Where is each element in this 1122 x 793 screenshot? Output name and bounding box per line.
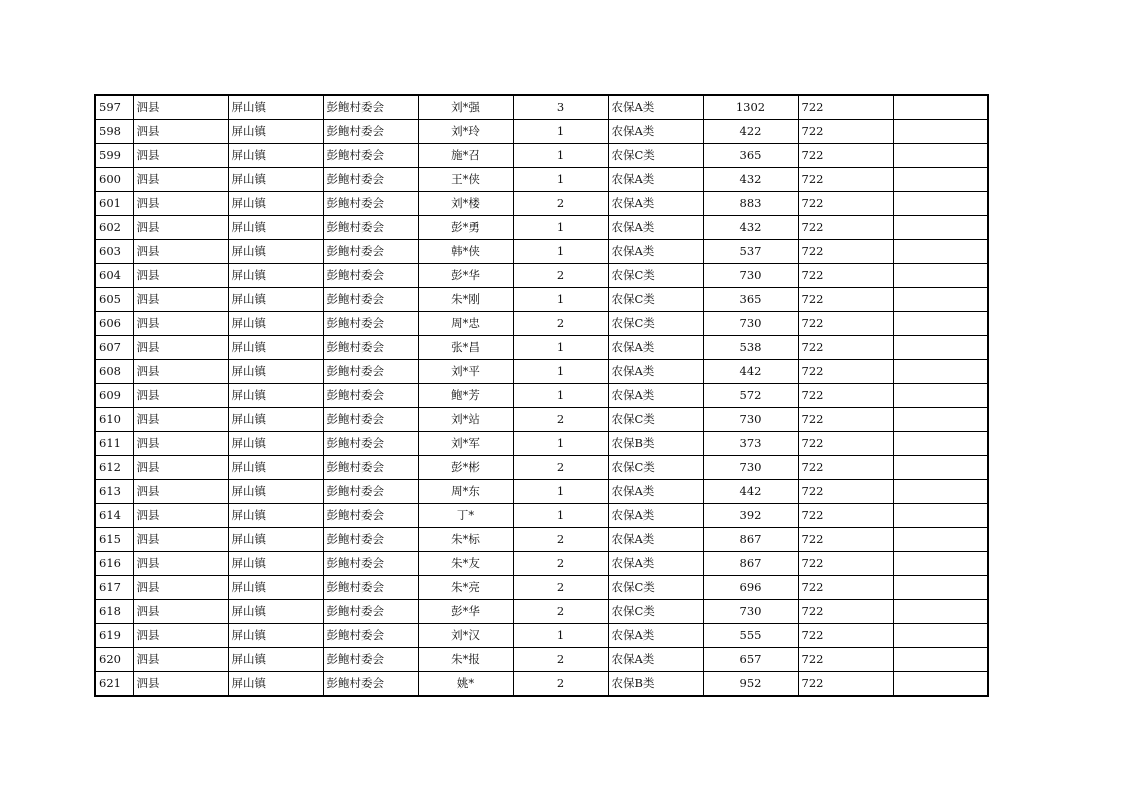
name-cell: 彭*华 <box>418 600 513 624</box>
household-size-cell: 1 <box>513 288 608 312</box>
county-cell: 泗县 <box>133 216 228 240</box>
amount-cell: 537 <box>703 240 798 264</box>
town-cell: 屏山镇 <box>228 192 323 216</box>
town-cell: 屏山镇 <box>228 456 323 480</box>
code-cell: 722 <box>798 504 893 528</box>
amount-cell: 730 <box>703 600 798 624</box>
town-cell: 屏山镇 <box>228 360 323 384</box>
blank-cell <box>893 144 988 168</box>
amount-cell: 538 <box>703 336 798 360</box>
code-cell: 722 <box>798 576 893 600</box>
row-number-cell: 603 <box>95 240 133 264</box>
table-row <box>95 360 988 384</box>
village-committee-cell: 彭鲍村委会 <box>323 144 418 168</box>
county-cell: 泗县 <box>133 95 228 120</box>
village-committee-cell: 彭鲍村委会 <box>323 120 418 144</box>
village-committee-cell: 彭鲍村委会 <box>323 264 418 288</box>
county-cell: 泗县 <box>133 576 228 600</box>
table-row <box>95 384 988 408</box>
row-number-cell: 618 <box>95 600 133 624</box>
name-cell: 朱*标 <box>418 528 513 552</box>
row-number-cell: 600 <box>95 168 133 192</box>
village-committee-cell: 彭鲍村委会 <box>323 552 418 576</box>
town-cell: 屏山镇 <box>228 384 323 408</box>
county-cell: 泗县 <box>133 192 228 216</box>
category-cell: 农保C类 <box>608 456 703 480</box>
amount-cell: 572 <box>703 384 798 408</box>
village-committee-cell: 彭鲍村委会 <box>323 240 418 264</box>
amount-cell: 442 <box>703 360 798 384</box>
code-cell: 722 <box>798 648 893 672</box>
amount-cell: 730 <box>703 264 798 288</box>
town-cell: 屏山镇 <box>228 432 323 456</box>
code-cell: 722 <box>798 384 893 408</box>
household-size-cell: 2 <box>513 528 608 552</box>
household-size-cell: 1 <box>513 336 608 360</box>
household-size-cell: 2 <box>513 264 608 288</box>
town-cell: 屏山镇 <box>228 144 323 168</box>
village-committee-cell: 彭鲍村委会 <box>323 360 418 384</box>
blank-cell <box>893 168 988 192</box>
table-row <box>95 120 988 144</box>
amount-cell: 1302 <box>703 95 798 120</box>
amount-cell: 730 <box>703 408 798 432</box>
name-cell: 周*忠 <box>418 312 513 336</box>
household-size-cell: 1 <box>513 384 608 408</box>
county-cell: 泗县 <box>133 672 228 697</box>
village-committee-cell: 彭鲍村委会 <box>323 648 418 672</box>
name-cell: 韩*侠 <box>418 240 513 264</box>
county-cell: 泗县 <box>133 240 228 264</box>
village-committee-cell: 彭鲍村委会 <box>323 456 418 480</box>
row-number-cell: 606 <box>95 312 133 336</box>
village-committee-cell: 彭鲍村委会 <box>323 480 418 504</box>
blank-cell <box>893 504 988 528</box>
row-number-cell: 616 <box>95 552 133 576</box>
name-cell: 刘*军 <box>418 432 513 456</box>
county-cell: 泗县 <box>133 528 228 552</box>
blank-cell <box>893 384 988 408</box>
blank-cell <box>893 95 988 120</box>
table-row <box>95 336 988 360</box>
household-size-cell: 1 <box>513 240 608 264</box>
blank-cell <box>893 120 988 144</box>
amount-cell: 392 <box>703 504 798 528</box>
village-committee-cell: 彭鲍村委会 <box>323 288 418 312</box>
village-committee-cell: 彭鲍村委会 <box>323 168 418 192</box>
household-size-cell: 2 <box>513 312 608 336</box>
category-cell: 农保A类 <box>608 480 703 504</box>
town-cell: 屏山镇 <box>228 240 323 264</box>
table-row <box>95 408 988 432</box>
table-row <box>95 648 988 672</box>
county-cell: 泗县 <box>133 336 228 360</box>
county-cell: 泗县 <box>133 648 228 672</box>
category-cell: 农保A类 <box>608 192 703 216</box>
table-row <box>95 95 988 120</box>
amount-cell: 696 <box>703 576 798 600</box>
name-cell: 刘*汉 <box>418 624 513 648</box>
row-number-cell: 610 <box>95 408 133 432</box>
town-cell: 屏山镇 <box>228 168 323 192</box>
table-row <box>95 672 988 697</box>
name-cell: 彭*勇 <box>418 216 513 240</box>
row-number-cell: 608 <box>95 360 133 384</box>
amount-cell: 432 <box>703 216 798 240</box>
household-size-cell: 2 <box>513 576 608 600</box>
town-cell: 屏山镇 <box>228 576 323 600</box>
table-row <box>95 504 988 528</box>
village-committee-cell: 彭鲍村委会 <box>323 216 418 240</box>
amount-cell: 730 <box>703 456 798 480</box>
table-row <box>95 576 988 600</box>
table-row <box>95 528 988 552</box>
amount-cell: 432 <box>703 168 798 192</box>
name-cell: 姚* <box>418 672 513 697</box>
code-cell: 722 <box>798 480 893 504</box>
town-cell: 屏山镇 <box>228 480 323 504</box>
blank-cell <box>893 672 988 697</box>
table-row <box>95 240 988 264</box>
table-row <box>95 288 988 312</box>
blank-cell <box>893 264 988 288</box>
town-cell: 屏山镇 <box>228 408 323 432</box>
blank-cell <box>893 192 988 216</box>
name-cell: 彭*彬 <box>418 456 513 480</box>
village-committee-cell: 彭鲍村委会 <box>323 504 418 528</box>
county-cell: 泗县 <box>133 384 228 408</box>
category-cell: 农保B类 <box>608 432 703 456</box>
household-size-cell: 2 <box>513 192 608 216</box>
code-cell: 722 <box>798 624 893 648</box>
household-size-cell: 1 <box>513 144 608 168</box>
household-size-cell: 1 <box>513 432 608 456</box>
code-cell: 722 <box>798 360 893 384</box>
town-cell: 屏山镇 <box>228 312 323 336</box>
code-cell: 722 <box>798 672 893 697</box>
table-row <box>95 264 988 288</box>
town-cell: 屏山镇 <box>228 504 323 528</box>
category-cell: 农保A类 <box>608 336 703 360</box>
household-size-cell: 1 <box>513 168 608 192</box>
category-cell: 农保A类 <box>608 240 703 264</box>
amount-cell: 365 <box>703 288 798 312</box>
village-committee-cell: 彭鲍村委会 <box>323 384 418 408</box>
table-row <box>95 144 988 168</box>
amount-cell: 867 <box>703 528 798 552</box>
category-cell: 农保A类 <box>608 504 703 528</box>
blank-cell <box>893 480 988 504</box>
village-committee-cell: 彭鲍村委会 <box>323 672 418 697</box>
data-table <box>94 94 989 697</box>
household-size-cell: 1 <box>513 360 608 384</box>
row-number-cell: 602 <box>95 216 133 240</box>
town-cell: 屏山镇 <box>228 624 323 648</box>
county-cell: 泗县 <box>133 360 228 384</box>
category-cell: 农保A类 <box>608 168 703 192</box>
code-cell: 722 <box>798 528 893 552</box>
blank-cell <box>893 552 988 576</box>
amount-cell: 373 <box>703 432 798 456</box>
name-cell: 周*东 <box>418 480 513 504</box>
category-cell: 农保C类 <box>608 144 703 168</box>
household-size-cell: 1 <box>513 624 608 648</box>
blank-cell <box>893 216 988 240</box>
household-size-cell: 1 <box>513 216 608 240</box>
blank-cell <box>893 624 988 648</box>
amount-cell: 657 <box>703 648 798 672</box>
row-number-cell: 609 <box>95 384 133 408</box>
row-number-cell: 614 <box>95 504 133 528</box>
amount-cell: 952 <box>703 672 798 697</box>
town-cell: 屏山镇 <box>228 336 323 360</box>
blank-cell <box>893 576 988 600</box>
code-cell: 722 <box>798 288 893 312</box>
table-body <box>95 95 988 696</box>
county-cell: 泗县 <box>133 432 228 456</box>
town-cell: 屏山镇 <box>228 120 323 144</box>
town-cell: 屏山镇 <box>228 264 323 288</box>
village-committee-cell: 彭鲍村委会 <box>323 600 418 624</box>
village-committee-cell: 彭鲍村委会 <box>323 408 418 432</box>
village-committee-cell: 彭鲍村委会 <box>323 624 418 648</box>
blank-cell <box>893 456 988 480</box>
row-number-cell: 599 <box>95 144 133 168</box>
village-committee-cell: 彭鲍村委会 <box>323 312 418 336</box>
category-cell: 农保A类 <box>608 95 703 120</box>
code-cell: 722 <box>798 216 893 240</box>
code-cell: 722 <box>798 408 893 432</box>
code-cell: 722 <box>798 144 893 168</box>
household-size-cell: 2 <box>513 552 608 576</box>
code-cell: 722 <box>798 312 893 336</box>
category-cell: 农保A类 <box>608 120 703 144</box>
row-number-cell: 597 <box>95 95 133 120</box>
county-cell: 泗县 <box>133 120 228 144</box>
village-committee-cell: 彭鲍村委会 <box>323 576 418 600</box>
row-number-cell: 621 <box>95 672 133 697</box>
row-number-cell: 615 <box>95 528 133 552</box>
amount-cell: 422 <box>703 120 798 144</box>
name-cell: 丁* <box>418 504 513 528</box>
town-cell: 屏山镇 <box>228 216 323 240</box>
table-row <box>95 216 988 240</box>
name-cell: 刘*强 <box>418 95 513 120</box>
blank-cell <box>893 648 988 672</box>
blank-cell <box>893 408 988 432</box>
name-cell: 朱*友 <box>418 552 513 576</box>
town-cell: 屏山镇 <box>228 95 323 120</box>
town-cell: 屏山镇 <box>228 672 323 697</box>
row-number-cell: 605 <box>95 288 133 312</box>
blank-cell <box>893 336 988 360</box>
table-row <box>95 432 988 456</box>
blank-cell <box>893 288 988 312</box>
row-number-cell: 620 <box>95 648 133 672</box>
code-cell: 722 <box>798 264 893 288</box>
blank-cell <box>893 312 988 336</box>
blank-cell <box>893 360 988 384</box>
name-cell: 鲍*芳 <box>418 384 513 408</box>
name-cell: 王*侠 <box>418 168 513 192</box>
amount-cell: 442 <box>703 480 798 504</box>
county-cell: 泗县 <box>133 408 228 432</box>
category-cell: 农保C类 <box>608 408 703 432</box>
code-cell: 722 <box>798 456 893 480</box>
row-number-cell: 598 <box>95 120 133 144</box>
county-cell: 泗县 <box>133 288 228 312</box>
row-number-cell: 612 <box>95 456 133 480</box>
code-cell: 722 <box>798 240 893 264</box>
table-row <box>95 456 988 480</box>
row-number-cell: 619 <box>95 624 133 648</box>
table-row <box>95 624 988 648</box>
household-size-cell: 2 <box>513 408 608 432</box>
row-number-cell: 617 <box>95 576 133 600</box>
town-cell: 屏山镇 <box>228 288 323 312</box>
row-number-cell: 604 <box>95 264 133 288</box>
category-cell: 农保C类 <box>608 264 703 288</box>
village-committee-cell: 彭鲍村委会 <box>323 192 418 216</box>
category-cell: 农保A类 <box>608 624 703 648</box>
table-row <box>95 168 988 192</box>
name-cell: 朱*刚 <box>418 288 513 312</box>
county-cell: 泗县 <box>133 624 228 648</box>
code-cell: 722 <box>798 120 893 144</box>
county-cell: 泗县 <box>133 144 228 168</box>
category-cell: 农保C类 <box>608 600 703 624</box>
town-cell: 屏山镇 <box>228 600 323 624</box>
household-size-cell: 3 <box>513 95 608 120</box>
category-cell: 农保A类 <box>608 648 703 672</box>
code-cell: 722 <box>798 552 893 576</box>
code-cell: 722 <box>798 432 893 456</box>
name-cell: 刘*楼 <box>418 192 513 216</box>
category-cell: 农保C类 <box>608 576 703 600</box>
table-row <box>95 600 988 624</box>
name-cell: 彭*华 <box>418 264 513 288</box>
code-cell: 722 <box>798 192 893 216</box>
blank-cell <box>893 528 988 552</box>
town-cell: 屏山镇 <box>228 528 323 552</box>
blank-cell <box>893 432 988 456</box>
household-size-cell: 1 <box>513 480 608 504</box>
amount-cell: 365 <box>703 144 798 168</box>
household-size-cell: 1 <box>513 504 608 528</box>
village-committee-cell: 彭鲍村委会 <box>323 95 418 120</box>
blank-cell <box>893 600 988 624</box>
category-cell: 农保C类 <box>608 288 703 312</box>
name-cell: 张*昌 <box>418 336 513 360</box>
household-size-cell: 2 <box>513 648 608 672</box>
name-cell: 刘*站 <box>418 408 513 432</box>
category-cell: 农保A类 <box>608 384 703 408</box>
code-cell: 722 <box>798 168 893 192</box>
town-cell: 屏山镇 <box>228 552 323 576</box>
amount-cell: 730 <box>703 312 798 336</box>
county-cell: 泗县 <box>133 504 228 528</box>
row-number-cell: 613 <box>95 480 133 504</box>
category-cell: 农保C类 <box>608 312 703 336</box>
row-number-cell: 601 <box>95 192 133 216</box>
code-cell: 722 <box>798 336 893 360</box>
town-cell: 屏山镇 <box>228 648 323 672</box>
amount-cell: 883 <box>703 192 798 216</box>
category-cell: 农保A类 <box>608 528 703 552</box>
household-size-cell: 2 <box>513 672 608 697</box>
village-committee-cell: 彭鲍村委会 <box>323 528 418 552</box>
village-committee-cell: 彭鲍村委会 <box>323 336 418 360</box>
county-cell: 泗县 <box>133 264 228 288</box>
row-number-cell: 607 <box>95 336 133 360</box>
county-cell: 泗县 <box>133 168 228 192</box>
name-cell: 刘*平 <box>418 360 513 384</box>
category-cell: 农保B类 <box>608 672 703 697</box>
table-row <box>95 312 988 336</box>
table-row <box>95 552 988 576</box>
county-cell: 泗县 <box>133 312 228 336</box>
amount-cell: 555 <box>703 624 798 648</box>
category-cell: 农保A类 <box>608 552 703 576</box>
name-cell: 朱*亮 <box>418 576 513 600</box>
category-cell: 农保A类 <box>608 216 703 240</box>
county-cell: 泗县 <box>133 552 228 576</box>
category-cell: 农保A类 <box>608 360 703 384</box>
amount-cell: 867 <box>703 552 798 576</box>
name-cell: 刘*玲 <box>418 120 513 144</box>
village-committee-cell: 彭鲍村委会 <box>323 432 418 456</box>
county-cell: 泗县 <box>133 456 228 480</box>
code-cell: 722 <box>798 95 893 120</box>
blank-cell <box>893 240 988 264</box>
household-size-cell: 1 <box>513 120 608 144</box>
table-row <box>95 480 988 504</box>
county-cell: 泗县 <box>133 480 228 504</box>
row-number-cell: 611 <box>95 432 133 456</box>
table-row <box>95 192 988 216</box>
name-cell: 朱*报 <box>418 648 513 672</box>
code-cell: 722 <box>798 600 893 624</box>
name-cell: 施*召 <box>418 144 513 168</box>
county-cell: 泗县 <box>133 600 228 624</box>
household-size-cell: 2 <box>513 456 608 480</box>
household-size-cell: 2 <box>513 600 608 624</box>
